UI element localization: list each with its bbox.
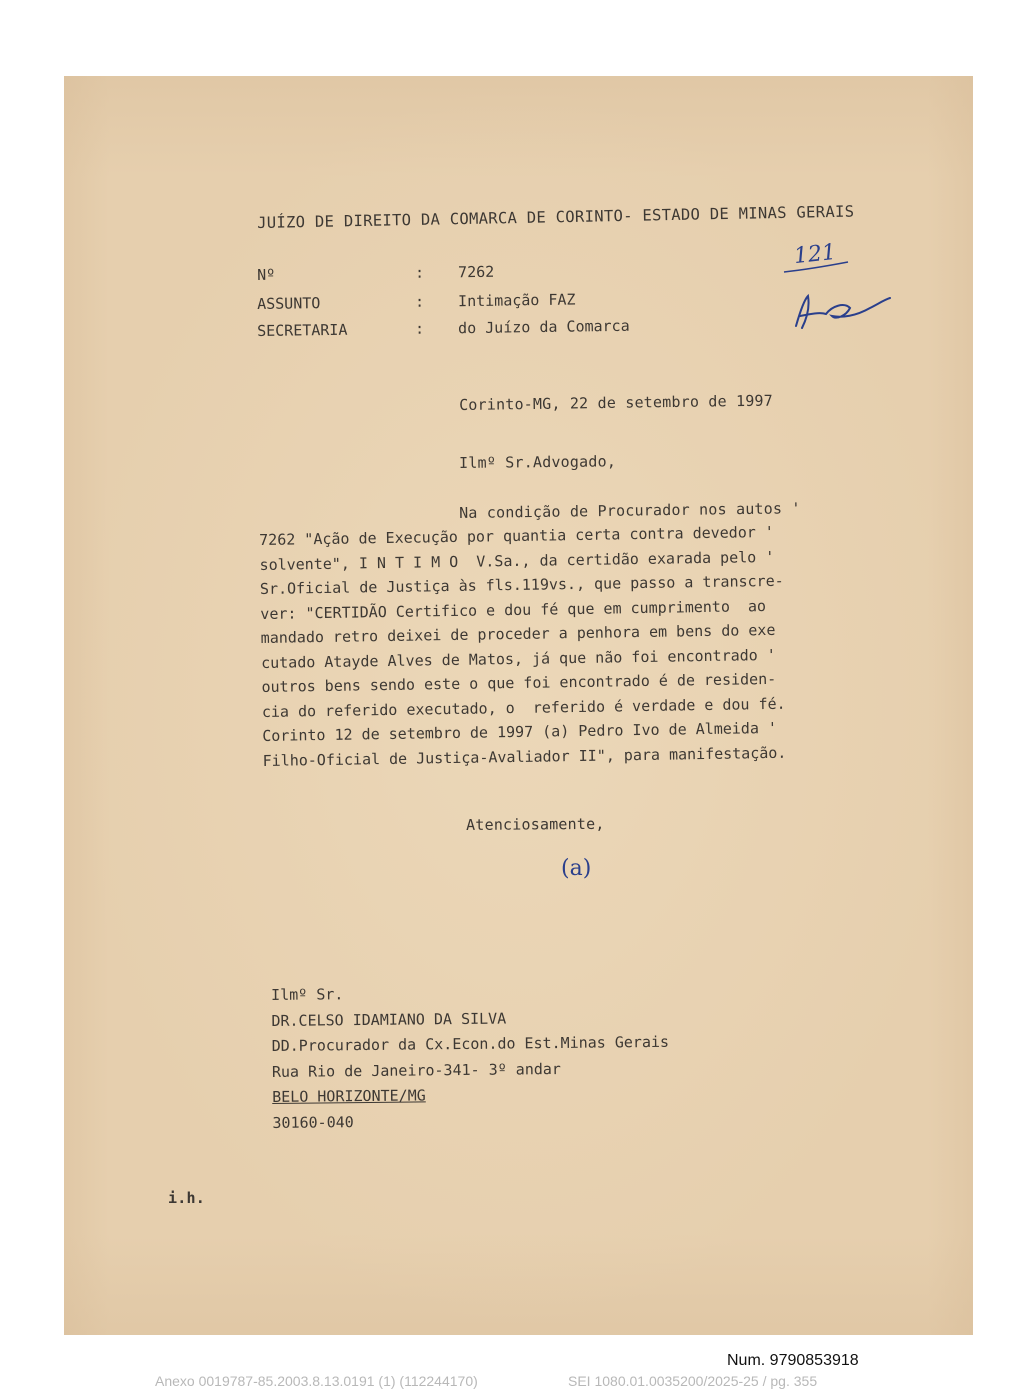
typist-initials: i.h. <box>168 1189 205 1207</box>
body-text <box>259 518 903 773</box>
document-number: Num. 9790853918 <box>727 1352 859 1369</box>
body-line: outros bens sendo este o que foi encontrado é de residen- <box>261 669 777 696</box>
body-line: Filho-Oficial de Justiça-Avaliador II", para manifestação. <box>262 743 787 770</box>
addressee-city: BELO HORIZONTE/MG <box>272 1086 426 1106</box>
meta-row-secretariat <box>257 315 737 344</box>
addressee-name: DR.CELSO IDAMIANO DA SILVA <box>271 1009 507 1030</box>
addressee-salutation: Ilmº Sr. <box>271 985 344 1004</box>
body-line: mandado retro deixei de proceder a penhora em bens do exe <box>260 620 776 647</box>
meta-row-number <box>257 259 737 288</box>
body-line: ver: "CERTIDÃO Certifico e dou fé que em cumprimento ao <box>260 596 767 623</box>
closing: Atenciosamente, <box>466 814 605 834</box>
meta-colon: : <box>414 319 425 338</box>
handwritten-initials-mark <box>786 286 896 336</box>
date-line: Corinto-MG, 22 de setembro de 1997 <box>459 391 774 414</box>
meta-colon: : <box>414 263 425 282</box>
court-title: JUÍZO DE DIREITO DA COMARCA DE CORINTO- ESTADO DE MINAS GERAIS <box>257 202 855 232</box>
salutation: Ilmº Sr.Advogado, <box>459 452 617 472</box>
page-number-underline <box>782 242 852 278</box>
handwritten-signature-mark: (a) <box>561 856 592 881</box>
addressee-block <box>271 978 773 1136</box>
meta-value: Intimação FAZ <box>457 290 576 311</box>
body-first-line: Na condição de Procurador nos autos ' <box>459 499 801 522</box>
body-line: Sr.Oficial de Justiça às fls.119vs., que passo a transcre- <box>259 571 784 598</box>
body-line: Corinto 12 de setembro de 1997 (a) Pedro Ivo de Almeida ' <box>262 718 778 745</box>
addressee-street: Rua Rio de Janeiro-341- 3º andar <box>271 1059 561 1081</box>
scanned-page <box>64 76 973 1335</box>
meta-label: SECRETARIA <box>257 320 348 340</box>
body-line: 7262 "Ação de Execução por quantia certa contra devedor ' <box>259 522 775 549</box>
sei-reference: SEI 1080.01.0035200/2025-25 / pg. 355 <box>568 1373 818 1389</box>
meta-label: Nº <box>257 265 276 284</box>
meta-colon: : <box>414 292 425 311</box>
meta-value: 7262 <box>457 262 495 282</box>
body-line: solvente", I N T I M O V.Sa., da certidão exarada pelo ' <box>259 547 775 574</box>
meta-row-subject <box>257 288 737 317</box>
addressee-title: DD.Procurador da Cx.Econ.do Est.Minas Gerais <box>271 1032 670 1055</box>
meta-label: ASSUNTO <box>257 294 321 313</box>
annex-reference: Anexo 0019787-85.2003.8.13.0191 (1) (112244170) <box>155 1373 478 1389</box>
body-line: cia do referido executado, o referido é verdade e dou fé. <box>261 694 786 721</box>
body-line: cutado Atayde Alves de Matos, já que não foi encontrado ' <box>260 645 776 672</box>
handwritten-page-number: 121 <box>782 242 852 278</box>
meta-value: do Juízo da Comarca <box>457 316 630 338</box>
addressee-postal-code: 30160-040 <box>272 1112 354 1132</box>
